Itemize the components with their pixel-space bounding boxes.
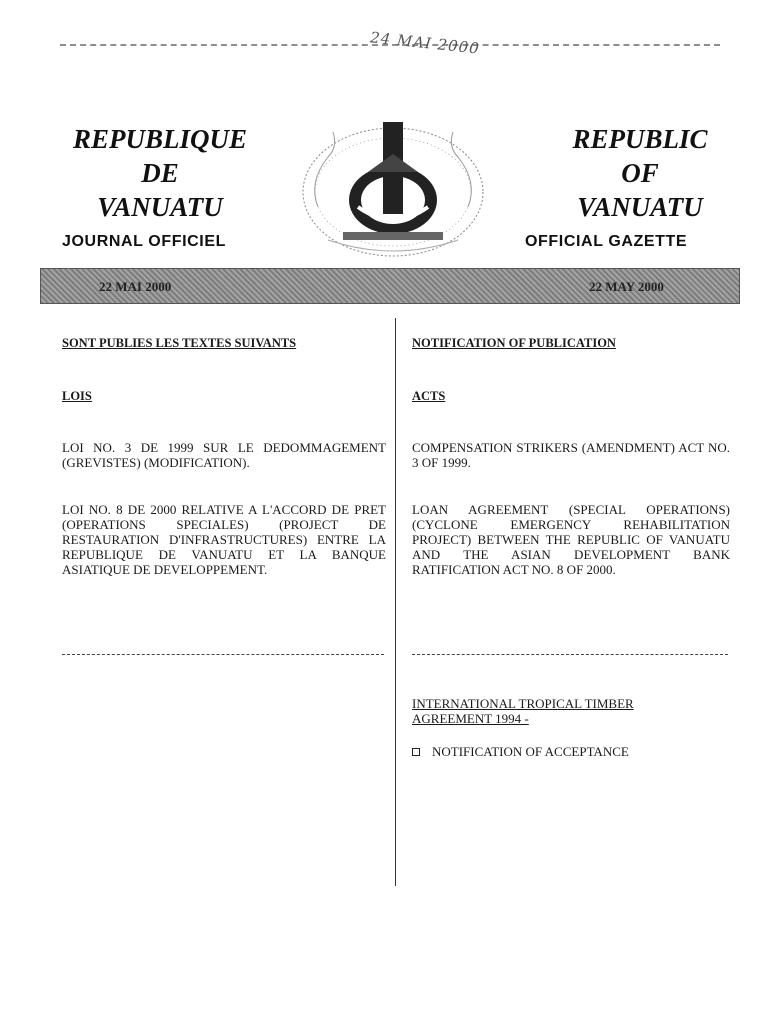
- column-divider: [395, 318, 396, 886]
- band-date-right: 22 MAY 2000: [589, 279, 664, 294]
- french-title: [40, 122, 280, 224]
- checkbox-square-icon: [412, 748, 420, 756]
- left-item-2: LOI NO. 8 DE 2000 RELATIVE A L'ACCORD DE PRET (OPERATIONS SPECIALES) (PROJECT DE RESTAURATION D'INFRASTRUCTURES) ENTRE LA REPUBLIQUE DE VANUATU ET LA BANQUE ASIATIQUE DE DEVELOPPEMENT.: [62, 502, 386, 577]
- left-heading: SONT PUBLIES LES TEXTES SUIVANTS: [62, 336, 297, 350]
- french-title-line: REPUBLIQUE: [72, 124, 248, 154]
- right-bullet-item: [412, 744, 629, 760]
- bullet-text: NOTIFICATION OF ACCEPTANCE: [432, 744, 629, 759]
- french-title-line: DE: [141, 158, 179, 188]
- left-item-1: LOI NO. 3 DE 1999 SUR LE DEDOMMAGEMENT (GREVISTES) (MODIFICATION).: [62, 440, 386, 470]
- left-section-lois: LOIS: [62, 389, 92, 403]
- right-section-acts: ACTS: [412, 389, 446, 403]
- english-title-line: VANUATU: [577, 192, 703, 222]
- right-agreement-heading: INTERNATIONAL TROPICAL TIMBER AGREEMENT 1994 -: [412, 696, 634, 726]
- french-subtitle: JOURNAL OFFICIEL: [62, 233, 226, 250]
- vanuatu-coat-of-arms-icon: [298, 112, 488, 262]
- right-item-1: COMPENSATION STRIKERS (AMENDMENT) ACT NO. 3 OF 1999.: [412, 440, 730, 470]
- right-divider: [412, 654, 728, 655]
- english-title-line: OF: [621, 158, 659, 188]
- band-date-left: 22 MAI 2000: [99, 279, 172, 294]
- right-heading: NOTIFICATION OF PUBLICATION: [412, 336, 616, 350]
- right-item-2: LOAN AGREEMENT (SPECIAL OPERATIONS) (CYCLONE EMERGENCY REHABILITATION PROJECT) BETWEEN THE REPUBLIC OF VANUATU AND THE ASIAN DEVELOPMENT BANK RATIFICATION ACT NO. 8 OF 2000.: [412, 502, 730, 577]
- english-title-line: REPUBLIC: [572, 124, 708, 154]
- french-title-line: VANUATU: [97, 192, 223, 222]
- date-band: [40, 268, 740, 304]
- left-divider: [62, 654, 384, 655]
- english-subtitle: OFFICIAL GAZETTE: [525, 233, 688, 250]
- received-stamp: 24 MAI 2000: [369, 28, 481, 58]
- english-title: [520, 122, 760, 224]
